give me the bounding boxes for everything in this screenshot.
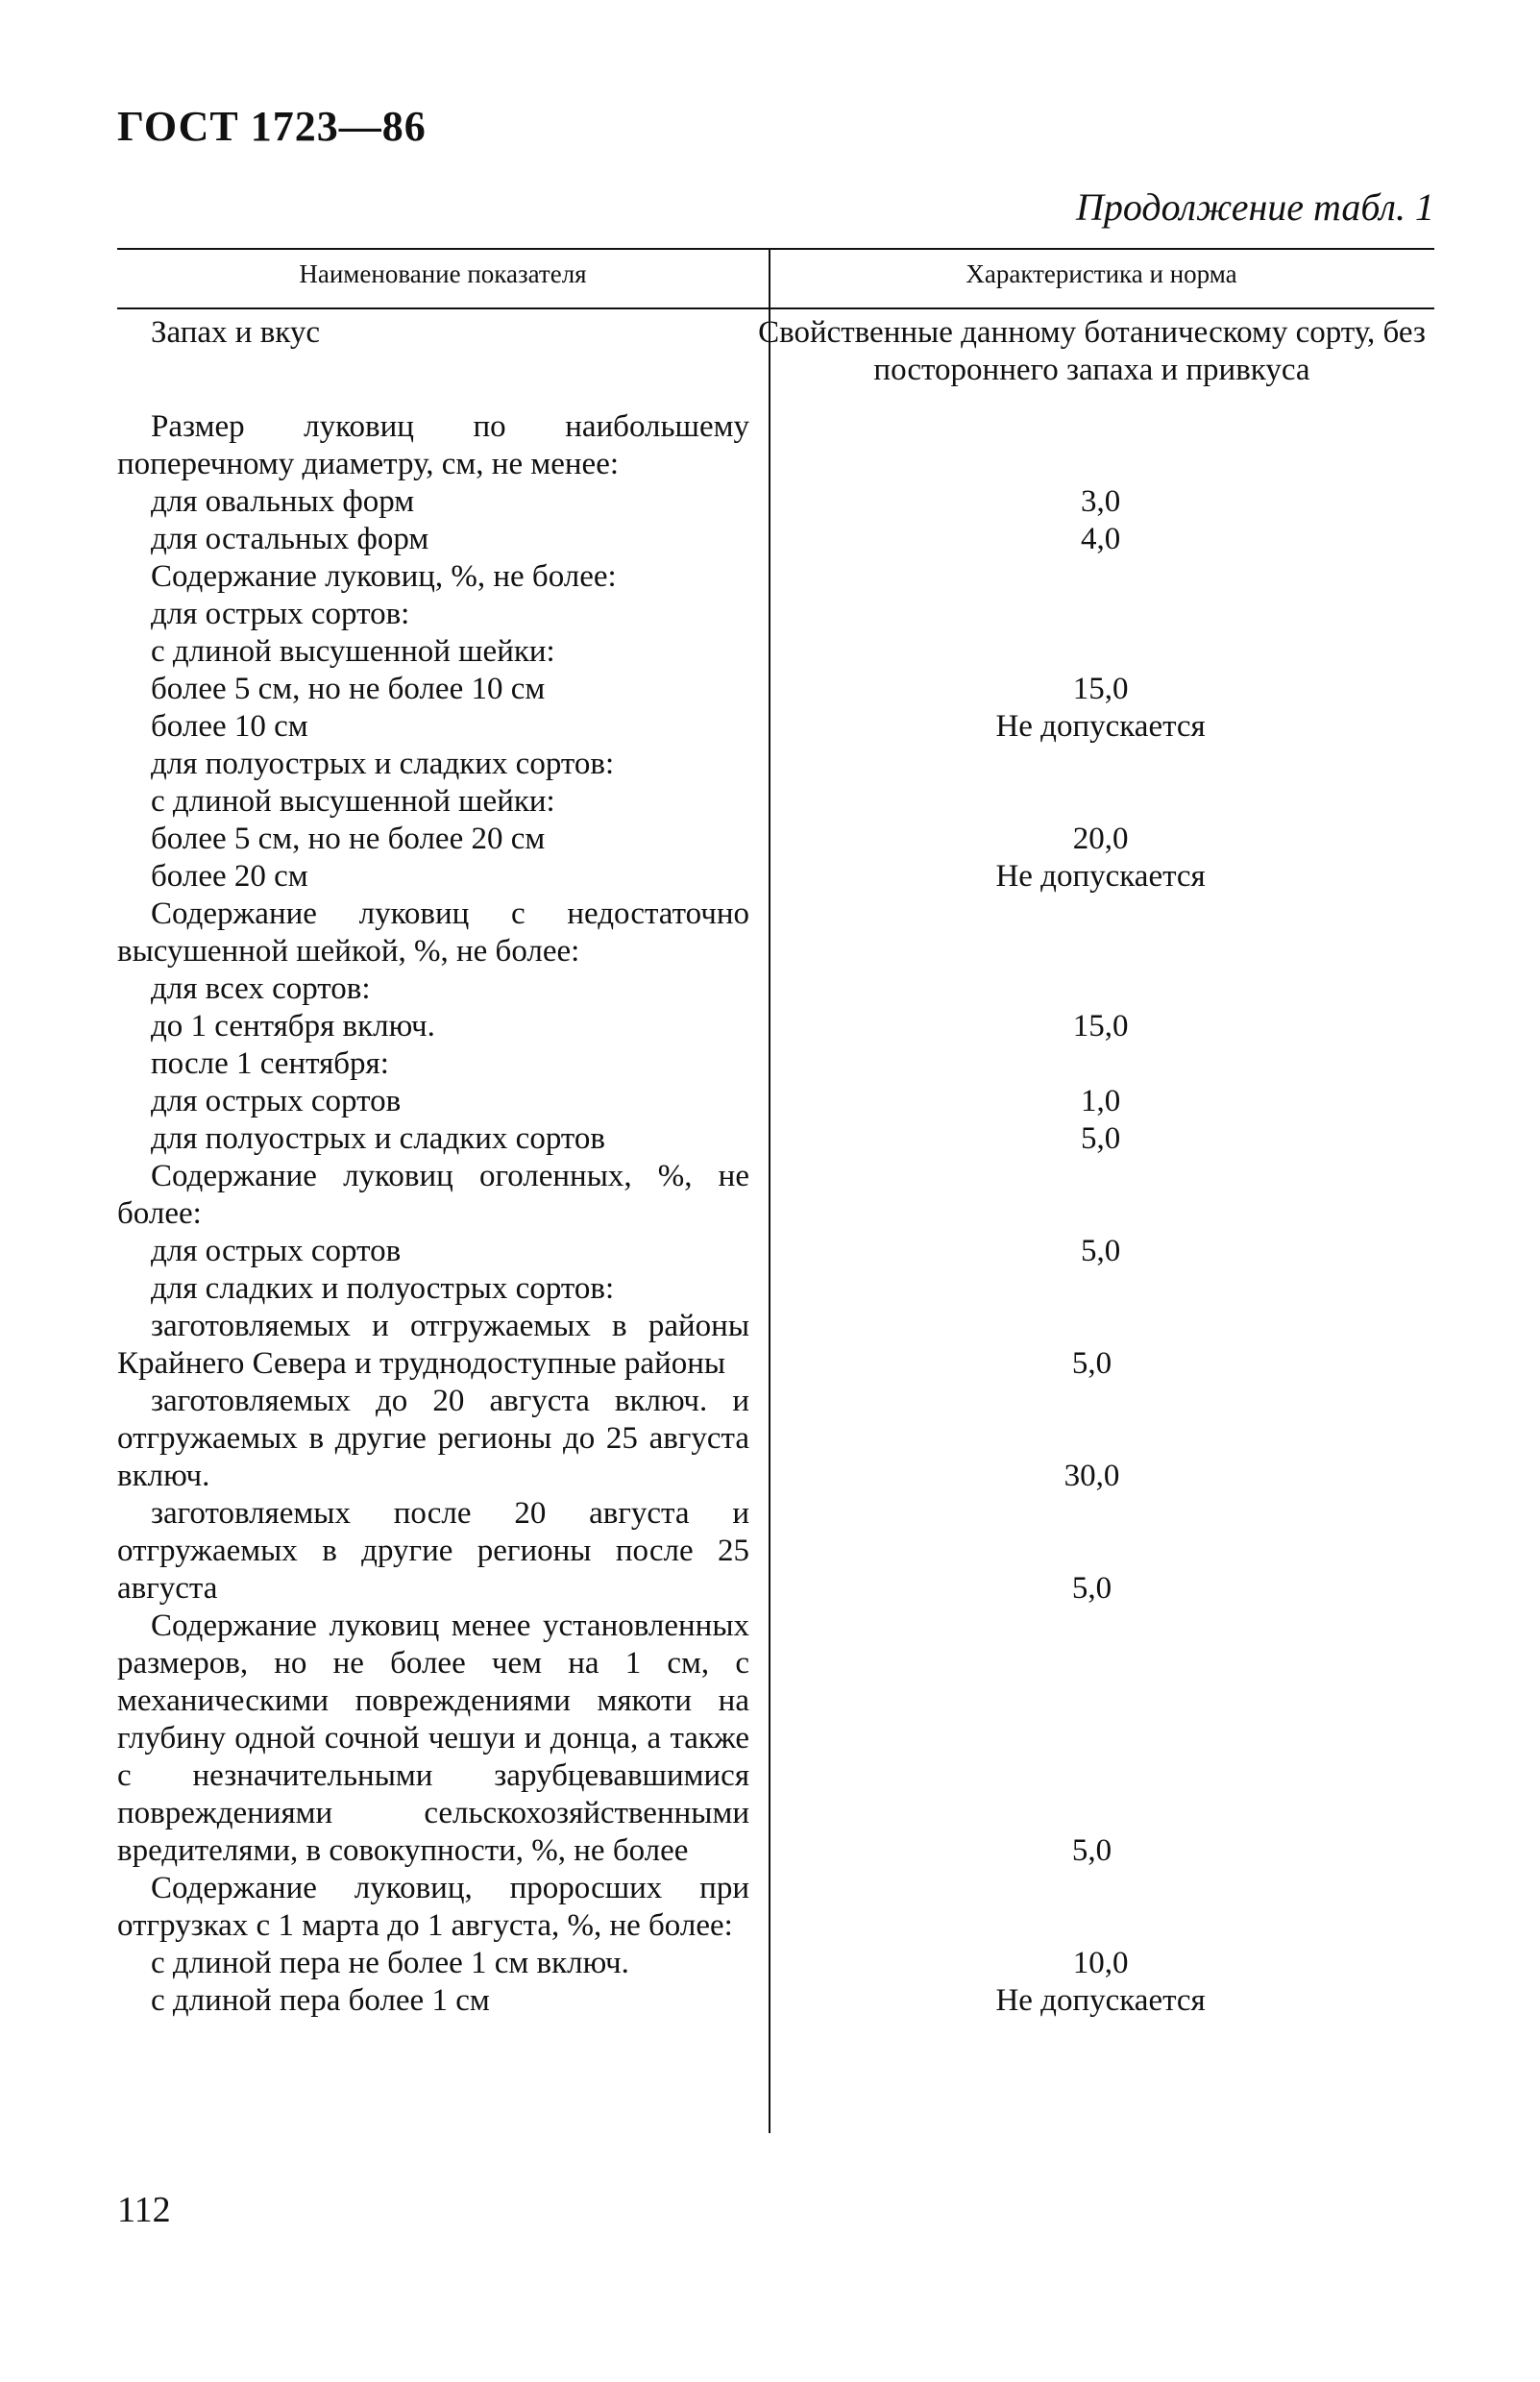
table-row: [117, 1308, 1434, 1383]
table-row: [117, 1608, 1434, 1870]
norm-cell: 20,0: [1072, 822, 1129, 856]
indicator-cell: Содержание луковиц, %, не более:: [151, 559, 617, 594]
norm-cell: 15,0: [1072, 1009, 1129, 1044]
norm-cell: Не допускается: [995, 709, 1206, 744]
indicator-cell: после 1 сентября:: [151, 1046, 389, 1081]
indicator-cell: для овальных форм: [151, 484, 415, 519]
indicator-cell: для сладких и полуострых сортов:: [151, 1271, 615, 1306]
norm-cell: 3,0: [1080, 484, 1121, 519]
table-row: [117, 483, 1434, 521]
norm-cell: Не допускается: [995, 859, 1206, 894]
table-body: [117, 314, 1434, 2020]
table-continuation-label: Продолжение табл. 1: [1075, 185, 1434, 229]
table-row: [117, 1158, 1434, 1233]
table-row: [117, 314, 1434, 389]
table-row: [117, 1945, 1434, 1982]
table-row: [117, 1270, 1434, 1308]
indicator-cell: Содержание луковиц с недостаточно высушенной шейкой, %, не более:: [117, 896, 749, 969]
indicator-cell: более 5 см, но не более 10 см: [151, 672, 546, 706]
norm-cell: 5,0: [1080, 1121, 1121, 1156]
table-row: [117, 1383, 1434, 1495]
table-row: [117, 1120, 1434, 1158]
indicator-cell: заготовляемых до 20 августа включ. и отгружаемых в другие регионы до 25 августа включ.: [117, 1384, 749, 1493]
norm-cell: 1,0: [1080, 1084, 1121, 1118]
indicator-cell: более 5 см, но не более 20 см: [151, 822, 546, 856]
indicator-cell: Содержание луковиц оголенных, %, не более:: [117, 1159, 749, 1231]
table-header-rule: [117, 307, 1434, 309]
indicator-cell: с длиной высушенной шейки:: [151, 784, 555, 819]
table-row: [117, 633, 1434, 671]
indicator-cell: для остальных форм: [151, 522, 429, 556]
indicator-cell: Содержание луковиц менее установленных размеров, но не более чем на 1 см, с механическими повреждениями мякоти на глубину одной сочной чешуи и донца, а также с незначительными зарубцевавшимися повреждениями сельскохозяйственными вредителями, в совокупности, %, не более: [117, 1608, 749, 1868]
table-row: [117, 1008, 1434, 1045]
table-row: [117, 896, 1434, 970]
indicator-cell: более 20 см: [151, 859, 308, 894]
norm-cell: 5,0: [1071, 1833, 1112, 1868]
table-row: [117, 671, 1434, 708]
table-row: [117, 1233, 1434, 1270]
norm-cell: 4,0: [1080, 522, 1121, 556]
indicator-cell: заготовляемых после 20 августа и отгружаемых в другие регионы после 25 августа: [117, 1496, 749, 1606]
norm-cell: Не допускается: [995, 1983, 1206, 2018]
indicator-cell: для острых сортов: [151, 1234, 402, 1268]
table-row: [117, 783, 1434, 821]
norm-cell: Свойственные данному ботаническому сорту, без постороннего запаха и привкуса: [758, 315, 1426, 387]
table-row: [117, 1495, 1434, 1608]
table-row: [117, 746, 1434, 783]
indicator-cell: с длиной пера не более 1 см включ.: [151, 1946, 629, 1980]
indicator-cell: заготовляемых и отгружаемых в районы Крайнего Севера и труднодоступные районы: [117, 1309, 749, 1381]
table-row: [117, 1083, 1434, 1120]
column-header-indicator: Наименование показателя: [299, 259, 587, 288]
table-row: [117, 708, 1434, 746]
table-top-rule: [117, 248, 1434, 250]
indicator-cell: Размер луковиц по наибольшему поперечному диаметру, см, не менее:: [117, 409, 749, 481]
table-row: [117, 858, 1434, 896]
norm-cell: 5,0: [1071, 1571, 1112, 1606]
indicator-cell: для острых сортов: [151, 1084, 402, 1118]
norm-cell: 5,0: [1071, 1346, 1112, 1381]
indicator-cell: с длиной высушенной шейки:: [151, 634, 555, 669]
indicator-cell: Содержание луковиц, проросших при отгрузках с 1 марта до 1 августа, %, не более:: [117, 1871, 749, 1943]
indicator-cell: для полуострых и сладких сортов: [151, 1121, 605, 1156]
table-row: [117, 596, 1434, 633]
table-row: [117, 521, 1434, 558]
table-row: [117, 970, 1434, 1008]
page-number: 112: [117, 2190, 171, 2230]
indicator-cell: для полуострых и сладких сортов:: [151, 747, 615, 781]
document-title: ГОСТ 1723—86: [117, 103, 427, 150]
norm-cell: 5,0: [1080, 1234, 1121, 1268]
table-row: [117, 1982, 1434, 2020]
table-row: [117, 408, 1434, 483]
table-row: [117, 821, 1434, 858]
column-header-norm: Характеристика и норма: [966, 259, 1237, 288]
norm-cell: 10,0: [1072, 1946, 1129, 1980]
indicator-cell: для всех сортов:: [151, 971, 371, 1006]
indicator-cell: до 1 сентября включ.: [151, 1009, 435, 1044]
indicator-cell: более 10 см: [151, 709, 308, 744]
norm-cell: 15,0: [1072, 672, 1129, 706]
indicator-cell: для острых сортов:: [151, 597, 410, 631]
indicator-cell: Запах и вкус: [151, 315, 321, 350]
table-row: [117, 1870, 1434, 1945]
table-row: [117, 558, 1434, 596]
norm-cell: 30,0: [1063, 1459, 1120, 1493]
indicator-cell: с длиной пера более 1 см: [151, 1983, 490, 2018]
table-row: [117, 1045, 1434, 1083]
